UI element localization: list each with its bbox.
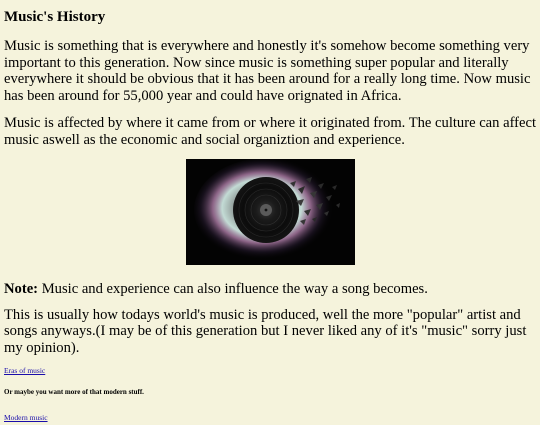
vinyl-record-image <box>186 159 355 265</box>
modern-music-link[interactable]: Modern music <box>4 413 48 422</box>
note-text: Music and experience can also influence the way a song becomes. <box>38 281 428 297</box>
culture-paragraph: Music is affected by where it came from or where it originated from. The culture can affect music aswell as the economic and social organiztion and experience. <box>4 115 537 148</box>
note-label: Note: <box>4 281 39 297</box>
intro-paragraph: Music is something that is everywhere and honestly it's somehow become something very important to this generation. Now since music is something super popular and literally everywhere it should be obvious that it has been around for a really long time. Now music has been around for 55,000 year and could have orignated in Africa. <box>4 38 531 104</box>
modern-prompt: Or maybe you want more of that modern stuff. <box>4 388 144 396</box>
note-paragraph <box>4 281 537 298</box>
page-title: Music's History <box>4 9 106 25</box>
closing-paragraph: This is usually how todays world's music is produced, well the more "popular" artist and songs anyways.(I may be of this generation but I never liked any of it's "music" sorry just my opinion). <box>4 306 527 356</box>
eras-of-music-link[interactable]: Eras of music <box>4 366 46 375</box>
